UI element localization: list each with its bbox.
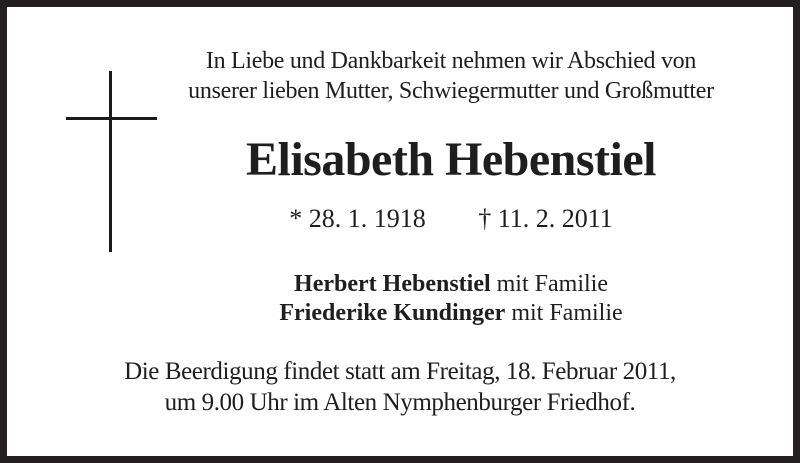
deceased-name: Elisabeth Hebenstiel	[245, 133, 657, 186]
birth-date: * 28. 1. 1918	[289, 204, 426, 233]
death-date: † 11. 2. 2011	[478, 204, 613, 233]
intro-text	[117, 46, 785, 106]
funeral-info	[15, 356, 785, 418]
cross-horizontal-bar	[66, 117, 157, 120]
mourner-suffix: mit Familie	[511, 300, 623, 326]
funeral-line-1: Die Beerdigung findet statt am Freitag, 18. Februar 2011,	[124, 358, 676, 385]
life-dates	[117, 202, 785, 236]
mourners-list	[117, 270, 785, 328]
mourner-row	[117, 270, 785, 299]
cross-vertical-bar	[109, 71, 112, 252]
mourner-name: Friederike Kundinger	[279, 300, 506, 326]
intro-line-1: In Liebe und Dankbarkeit nehmen wir Abschied von	[205, 48, 697, 74]
funeral-line-2: um 9.00 Uhr im Alten Nymphenburger Friedhof.	[164, 389, 636, 416]
intro-line-2: unserer lieben Mutter, Schwiegermutter und Großmutter	[188, 78, 714, 104]
mourner-name: Herbert Hebenstiel	[294, 271, 491, 297]
mourner-row	[117, 299, 785, 328]
mourner-suffix: mit Familie	[496, 271, 608, 297]
